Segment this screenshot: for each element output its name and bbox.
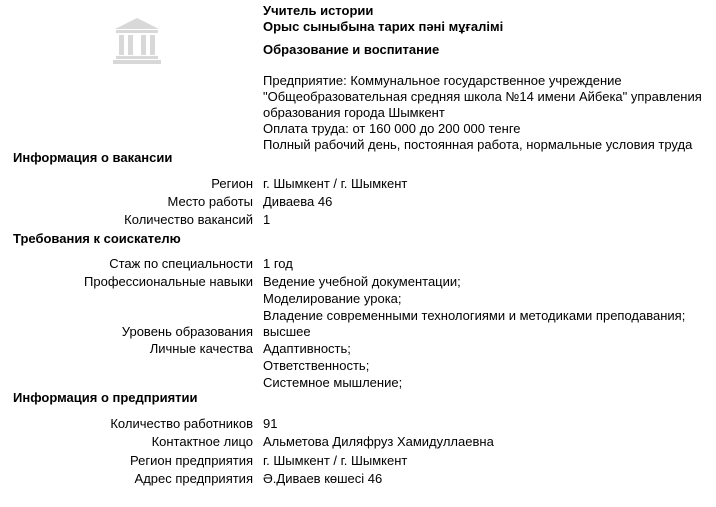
vacancy-title-ru: Учитель истории xyxy=(263,3,374,18)
conditions-text: Полный рабочий день, постоянная работа, нормальные условия труда xyxy=(263,137,693,152)
field-value: г. Шымкент / г. Шымкент xyxy=(263,176,408,191)
section-title-requirements: Требования к соискателю xyxy=(13,231,181,246)
section-title-vacancy: Информация о вакансии xyxy=(13,150,173,165)
field-label: Количество вакансий xyxy=(124,212,253,227)
field-value-list xyxy=(263,340,402,391)
field-label: Регион предприятия xyxy=(130,453,253,468)
field-value: г. Шымкент / г. Шымкент xyxy=(263,453,408,468)
field-label: Место работы xyxy=(167,194,253,209)
field-value: Диваева 46 xyxy=(263,194,333,209)
field-value: 1 xyxy=(263,212,271,227)
field-label: Регион xyxy=(211,176,253,191)
vacancy-category: Образование и воспитание xyxy=(263,42,440,57)
field-label: Профессиональные навыки xyxy=(84,274,253,289)
field-value: высшее xyxy=(263,324,311,339)
field-label: Личные качества xyxy=(149,341,253,356)
field-value: 91 xyxy=(263,416,278,431)
field-label: Стаж по специальности xyxy=(109,256,253,271)
enterprise-line: образования города Шымкент xyxy=(263,105,445,120)
vacancy-description xyxy=(263,73,713,153)
vacancy-title-kz: Орыс сыныбына тарих пәні мұғалімі xyxy=(263,19,504,34)
field-label: Уровень образования xyxy=(121,324,253,339)
list-item: Владение современными технологиями и методиками преподавания; xyxy=(263,308,686,323)
field-value: 1 год xyxy=(263,256,293,271)
vacancy-header xyxy=(263,3,713,153)
field-value-list xyxy=(263,273,685,324)
list-item: Моделирование урока; xyxy=(263,291,402,306)
field-label: Количество работников xyxy=(110,416,253,431)
list-item: Адаптивность; xyxy=(263,341,351,356)
enterprise-line: Предприятие: Коммунальное государственное учреждение xyxy=(263,73,622,88)
list-item: Системное мышление; xyxy=(263,375,403,390)
salary-text: Оплата труда: от 160 000 до 200 000 тенге xyxy=(263,121,521,136)
field-value: Альметова Диляфруз Хамидуллаевна xyxy=(263,434,494,449)
field-value: Ә.Диваев көшесі 46 xyxy=(263,471,383,486)
institution-building-icon xyxy=(112,16,162,66)
list-item: Ведение учебной документации; xyxy=(263,274,461,289)
field-label: Адрес предприятия xyxy=(134,471,253,486)
field-label: Контактное лицо xyxy=(151,434,253,449)
list-item: Ответственность; xyxy=(263,358,370,373)
enterprise-line: "Общеобразовательная средняя школа №14 имени Айбека" управления xyxy=(263,89,702,104)
section-title-enterprise: Информация о предприятии xyxy=(13,390,198,405)
